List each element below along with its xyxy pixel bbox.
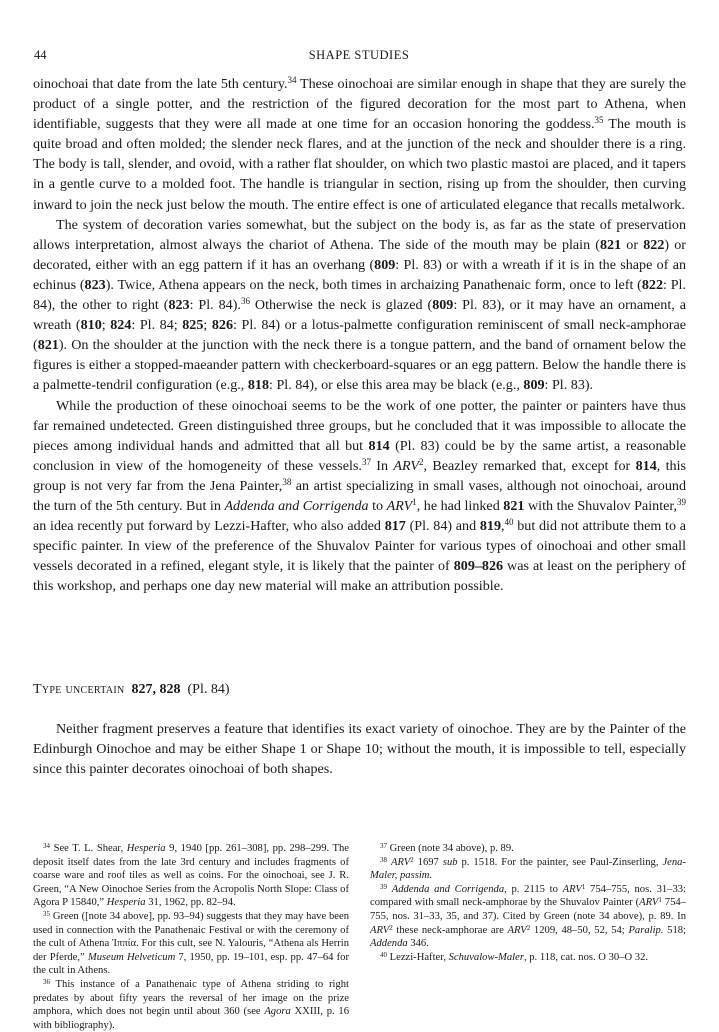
footnote-ref-37[interactable]: 37 <box>361 456 371 467</box>
body-text <box>33 74 686 596</box>
footnote-40: $^{40}$ Lezzi-Hafter, Schuvalow-Maler, p. 118, cat. nos. O 30–O 32. <box>380 950 649 963</box>
footnote-35: $^{35}$ Green ([note 34 above], pp. 93–94) suggests that they may have been used in connection with the Panathenaic Festival or with the ceremony of the cult of Athena Ἱππία. For this cult, see N. Yalouris, “Athena als Herrin der Pferde,” Museum Helveticum 7, 1950, pp. 19–101, esp. pp. 47–64 for the cult in Athens. <box>33 909 350 977</box>
footnote-ref-40[interactable]: 40 <box>504 517 514 528</box>
running-head: SHAPE STUDIES <box>308 48 410 62</box>
footnote-37: $^{37}$ Green (note 34 above), p. 89. <box>380 842 514 854</box>
footnotes-right-column <box>370 842 686 1032</box>
footnote-ref-39[interactable]: 39 <box>677 496 687 507</box>
section-heading-type: Type uncertain <box>33 682 125 697</box>
paragraph-1: oinochoai that date from the late 5th century.$^{34}$ These oinochoai are similar enough in shape that they are surely the product of a single potter, and the restriction of the figured decoration for the most part to Athena, when identifiable, suggests that they were all made at one time for an occasion honoring the goddess.$^{35}$ The mouth is quite broad and often molded; the slender neck flares, and at the junction of the neck and shoulder there is a ring. The body is tall, slender, and ovoid, with a rather flat shoulder, on which two plastic mastoi are placed, and it tapers in a gentle curve to a molded foot. The handle is triangular in section, rising up from the shoulder, then curving inward to join the neck just below the mouth. The entire effect is one of articulated elegance that recalls metalwork. <box>33 75 686 213</box>
footnote-ref-34[interactable]: 34 <box>287 75 297 85</box>
footnote-39: $^{39}$ Addenda and Corrigenda, p. 2115 to ARV$^1$ 754–755, nos. 31–33: compared with small neck-amphorae by the Shuvalov Painter (ARV$^1$ 754–755, nos. 31–33, 35, and 37). Cited by Green (note 34 above), p. 89. In ARV$^2$ these neck-amphorae are ARV$^2$ 1209, 48–50, 52, 54; Paralip. 518; Addenda 346. <box>370 882 686 950</box>
paragraph-2: The system of decoration varies somewhat, but the subject on the body is, as far as the state of preservation allows interpretation, almost always the chariot of Athena. The side of the mouth may be plain (821 or 822) or decorated, either with an egg pattern if it has an overhang (809: Pl. 83) or with a wreath if it is in the shape of an echinus (823). Twice, Athena appears on the neck, both times in archaizing Panathenaic form, once to left (822: Pl. 84), the other to right (823: Pl. 84).$^{36}$ Otherwise the neck is glazed (809: Pl. 83), or it may have an ornament, a wreath (810; 824: Pl. 84; 825; 826: Pl. 84) or a lotus-palmette configuration reminiscent of small neck-amphorae (821). On the shoulder at the junction with the neck there is a tongue pattern, and the band of ornament below the figures is either a stopped-maeander pattern with checkerboard-squares or an egg pattern. Below the handle there is a palmette-tendril configuration (e.g., 818: Pl. 84), or else this area may be black (e.g., 809: Pl. 83). <box>33 216 686 394</box>
paragraph-4: Neither fragment preserves a feature that identifies its exact variety of oinochoe. They are by the Painter of the Edinburgh Oinochoe and may be either Shape 1 or Shape 10; without the mouth, it is impossible to tell, especially since this painter decorates oinochoai of both shapes. <box>33 721 686 778</box>
footnote-ref-35[interactable]: 35 <box>594 115 604 126</box>
page-number: 44 <box>34 48 47 62</box>
section-heading-plate: (Pl. 84) <box>187 682 230 697</box>
footnote-36: $^{36}$ This instance of a Panathenaic type of Athena striding to right predates by about fifty years the reversal of her image on the prize amphora, which does not begin until about 360 (see Agora XXIII, p. 16 with bibliography). <box>33 977 349 1031</box>
page-header <box>34 48 684 66</box>
footnote-38: $^{38}$ ARV$^2$ 1697 sub p. 1518. For the painter, see Paul-Zinserling, Jena-Maler, passim. <box>370 855 686 882</box>
section-heading <box>33 682 230 698</box>
paragraph-3: While the production of these oinochoai seems to be the work of one potter, the painter or painters have thus far remained undetected. Green distinguished three groups, but he concluded that it was impossible to allocate the pieces among individual hands and admitted that all but 814 (Pl. 83) could be by the same artist, a reasonable conclusion in view of the homogeneity of these vessels.$^{37}$ In ARV$^2$, Beazley remarked that, except for 814, this group is not very far from the Jena Painter,$^{38}$ an artist specializing in small vases, although not oinochoai, around the turn of the 5th century. But in Addenda and Corrigenda to ARV$^1$, he had linked 821 with the Shuvalov Painter,$^{39}$ an idea recently put forward by Lezzi-Hafter, who also added 817 (Pl. 84) and 819,40 but did not attribute them to a specific painter. In view of the preference of the Shuvalov Painter for various types of oinochoai and other small vessels decorated in a refined, elegant style, it is likely that the painter of 809–826 was at least on the periphery of this workshop, and perhaps one day new material will make an attribution possible. <box>33 397 687 595</box>
footnote-34: $^{34}$ See T. L. Shear, Hesperia 9, 1940 [pp. 261–308], pp. 298–299. The deposit itself dates from the late 3rd century and includes fragments of coarse ware and roof tiles as well as coins. For the oinochoai, see J. R. Green, “A New Oinochoe Series from the Acropolis North Slope: Class of Agora P 15840,” Hesperia 31, 1962, pp. 82–94. <box>33 842 349 909</box>
footnotes-left-column <box>33 842 349 1032</box>
footnote-ref-38[interactable]: 38 <box>282 476 292 487</box>
section-heading-numbers: 827, 828 <box>131 682 181 697</box>
footnotes <box>33 842 686 1032</box>
footnote-ref-36[interactable]: 36 <box>240 296 250 307</box>
